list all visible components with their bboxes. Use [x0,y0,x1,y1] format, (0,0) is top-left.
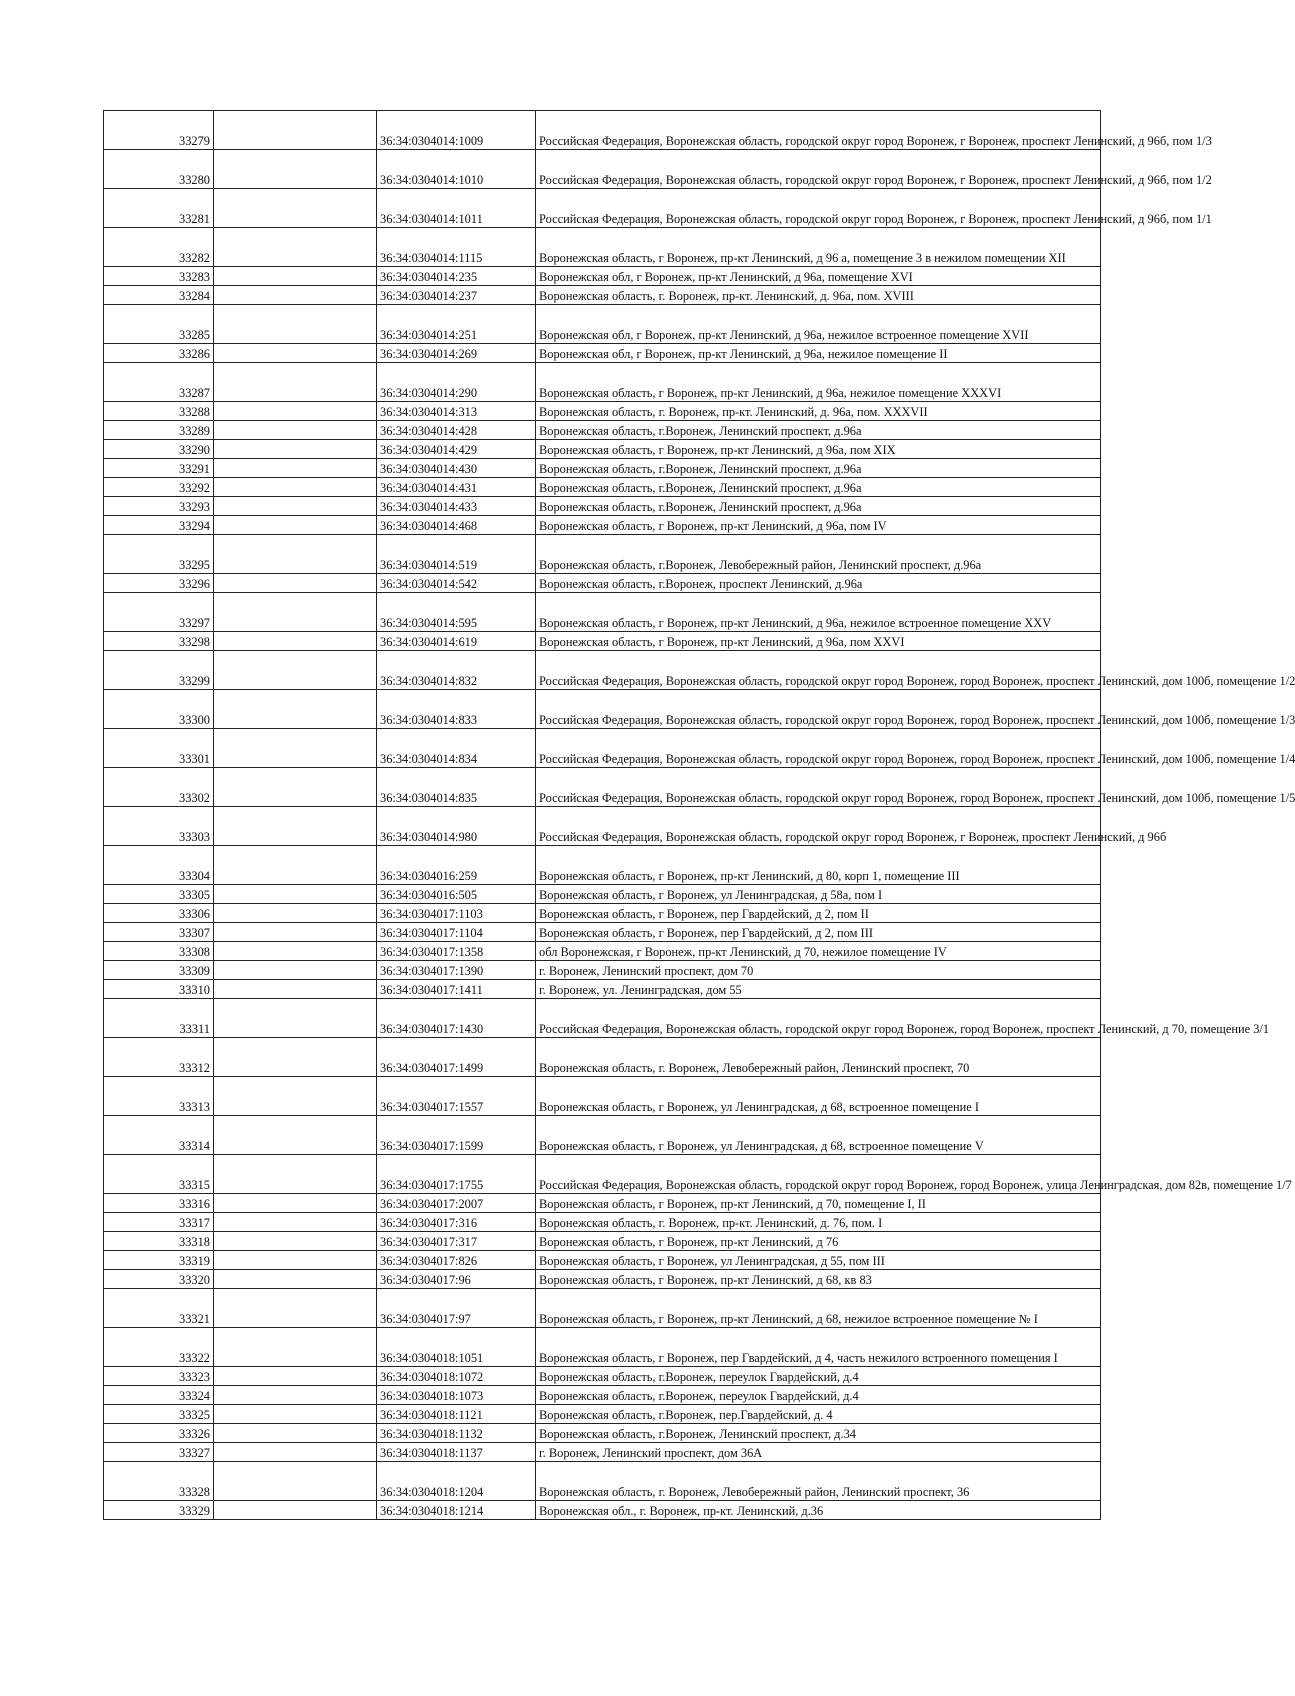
empty-cell [214,1405,377,1424]
cadastral-number-cell: 36:34:0304018:1132 [377,1424,536,1443]
row-number-cell: 33289 [104,421,214,440]
empty-cell [214,980,377,999]
cadastral-number-cell: 36:34:0304018:1137 [377,1443,536,1462]
address-cell: Воронежская область, г.Воронеж, переулок Гвардейский, д.4 [536,1386,1101,1405]
cadastral-number-cell: 36:34:0304018:1121 [377,1405,536,1424]
empty-cell [214,1077,377,1116]
address-cell: Воронежская обл, г Воронеж, пр-кт Ленинский, д 96а, нежилое помещение II [536,344,1101,363]
address-cell: Воронежская область, г Воронеж, ул Ленинградская, д 68, встроенное помещение I [536,1077,1101,1116]
table-row [104,690,1101,729]
table-row [104,1386,1101,1405]
row-number-cell: 33318 [104,1232,214,1251]
address-cell: Воронежская область, г.Воронеж, Ленинский проспект, д.34 [536,1424,1101,1443]
cadastral-number-cell: 36:34:0304014:468 [377,516,536,535]
address-cell: Воронежская область, г.Воронеж, пер.Гвардейский, д. 4 [536,1405,1101,1424]
address-cell: Российская Федерация, Воронежская область, городской округ город Воронеж, город Воронеж, проспект Ленинский, дом 100б, помещение 1/3 [536,690,1101,729]
row-number-cell: 33322 [104,1328,214,1367]
address-cell: Воронежская область, г. Воронеж, пр-кт. Ленинский, д. 76, пом. I [536,1213,1101,1232]
row-number-cell: 33327 [104,1443,214,1462]
empty-cell [214,923,377,942]
address-cell: Воронежская обл., г. Воронеж, пр-кт. Ленинский, д.36 [536,1501,1101,1520]
row-number-cell: 33313 [104,1077,214,1116]
row-number-cell: 33287 [104,363,214,402]
address-cell: Воронежская область, г.Воронеж, переулок Гвардейский, д.4 [536,1367,1101,1386]
cadastral-number-cell: 36:34:0304017:1499 [377,1038,536,1077]
cadastral-number-cell: 36:34:0304017:1103 [377,904,536,923]
table-row [104,305,1101,344]
table-row [104,228,1101,267]
table-row [104,846,1101,885]
table-row [104,535,1101,574]
row-number-cell: 33325 [104,1405,214,1424]
empty-cell [214,729,377,768]
address-cell: Воронежская область, г Воронеж, пер Гвардейский, д 2, пом II [536,904,1101,923]
row-number-cell: 33286 [104,344,214,363]
cadastral-number-cell: 36:34:0304016:505 [377,885,536,904]
cadastral-number-cell: 36:34:0304014:542 [377,574,536,593]
row-number-cell: 33296 [104,574,214,593]
cadastral-number-cell: 36:34:0304018:1073 [377,1386,536,1405]
address-cell: Воронежская область, г Воронеж, пр-кт Ленинский, д 96а, пом XXVI [536,632,1101,651]
empty-cell [214,1232,377,1251]
empty-cell [214,593,377,632]
row-number-cell: 33290 [104,440,214,459]
row-number-cell: 33323 [104,1367,214,1386]
empty-cell [214,305,377,344]
row-number-cell: 33294 [104,516,214,535]
table-row [104,150,1101,189]
row-number-cell: 33283 [104,267,214,286]
cadastral-number-cell: 36:34:0304014:1010 [377,150,536,189]
cadastral-number-cell: 36:34:0304017:1104 [377,923,536,942]
cadastral-number-cell: 36:34:0304014:290 [377,363,536,402]
empty-cell [214,150,377,189]
address-cell: Российская Федерация, Воронежская область, городской округ город Воронеж, город Воронеж, проспект Ленинский, д 70, помещение 3/1 [536,999,1101,1038]
row-number-cell: 33311 [104,999,214,1038]
address-cell: обл Воронежская, г Воронеж, пр-кт Ленинский, д 70, нежилое помещение IV [536,942,1101,961]
table-row [104,1232,1101,1251]
cadastral-number-cell: 36:34:0304014:519 [377,535,536,574]
empty-cell [214,459,377,478]
empty-cell [214,1424,377,1443]
table-row [104,1251,1101,1270]
cadastral-number-cell: 36:34:0304016:259 [377,846,536,885]
address-cell: Российская Федерация, Воронежская область, городской округ город Воронеж, город Воронеж, проспект Ленинский, дом 100б, помещение 1/4 [536,729,1101,768]
registry-table [103,110,1295,1520]
empty-cell [214,904,377,923]
address-cell: Воронежская область, г. Воронеж, пр-кт. Ленинский, д. 96а, пом. XVIII [536,286,1101,305]
address-cell: Воронежская область, г Воронеж, пр-кт Ленинский, д 80, корп 1, помещение III [536,846,1101,885]
cadastral-number-cell: 36:34:0304014:235 [377,267,536,286]
row-number-cell: 33297 [104,593,214,632]
address-cell: Воронежская область, г Воронеж, ул Ленинградская, д 55, пом III [536,1251,1101,1270]
table-row [104,1443,1101,1462]
address-cell: Российская Федерация, Воронежская область, городской округ город Воронеж, г Воронеж, проспект Ленинский, д 96б, пом 1/1 [536,189,1101,228]
address-cell: Воронежская обл, г Воронеж, пр-кт Ленинский, д 96а, помещение XVI [536,267,1101,286]
cadastral-number-cell: 36:34:0304017:1411 [377,980,536,999]
empty-cell [214,961,377,980]
empty-cell [214,535,377,574]
table-row [104,189,1101,228]
cadastral-number-cell: 36:34:0304014:429 [377,440,536,459]
empty-cell [214,1443,377,1462]
address-cell: Воронежская область, г Воронеж, ул Ленинградская, д 68, встроенное помещение V [536,1116,1101,1155]
table-row [104,1462,1101,1501]
empty-cell [214,1213,377,1232]
table-row [104,402,1101,421]
address-cell: Воронежская область, г Воронеж, пр-кт Ленинский, д 70, помещение I, II [536,1194,1101,1213]
empty-cell [214,363,377,402]
empty-cell [214,440,377,459]
table-row [104,923,1101,942]
row-number-cell: 33315 [104,1155,214,1194]
row-number-cell: 33319 [104,1251,214,1270]
address-cell: г. Воронеж, Ленинский проспект, дом 36А [536,1443,1101,1462]
empty-cell [214,1194,377,1213]
empty-cell [214,1116,377,1155]
address-cell: г. Воронеж, Ленинский проспект, дом 70 [536,961,1101,980]
empty-cell [214,402,377,421]
address-cell: Воронежская область, г.Воронеж, Левобережный район, Ленинский проспект, д.96а [536,535,1101,574]
address-cell: Воронежская область, г. Воронеж, Левобережный район, Ленинский проспект, 70 [536,1038,1101,1077]
table-row [104,1213,1101,1232]
address-cell: Воронежская область, г Воронеж, пр-кт Ленинский, д 96а, нежилое встроенное помещение XXV [536,593,1101,632]
table-row [104,286,1101,305]
address-cell: Воронежская область, г Воронеж, пр-кт Ленинский, д 76 [536,1232,1101,1251]
row-number-cell: 33302 [104,768,214,807]
row-number-cell: 33280 [104,150,214,189]
row-number-cell: 33279 [104,111,214,150]
address-cell: Воронежская область, г.Воронеж, Ленинский проспект, д.96а [536,478,1101,497]
table-row [104,478,1101,497]
row-number-cell: 33284 [104,286,214,305]
table-row [104,904,1101,923]
address-cell: Воронежская область, г Воронеж, пер Гвардейский, д 2, пом III [536,923,1101,942]
empty-cell [214,1328,377,1367]
table-row [104,768,1101,807]
cadastral-number-cell: 36:34:0304017:2007 [377,1194,536,1213]
empty-cell [214,497,377,516]
cadastral-number-cell: 36:34:0304017:1430 [377,999,536,1038]
table-row [104,980,1101,999]
row-number-cell: 33303 [104,807,214,846]
cadastral-number-cell: 36:34:0304017:826 [377,1251,536,1270]
row-number-cell: 33300 [104,690,214,729]
table-row [104,1038,1101,1077]
empty-cell [214,651,377,690]
row-number-cell: 33291 [104,459,214,478]
table-row [104,807,1101,846]
table-row [104,1270,1101,1289]
table-row [104,363,1101,402]
cadastral-number-cell: 36:34:0304018:1072 [377,1367,536,1386]
table-row [104,593,1101,632]
empty-cell [214,885,377,904]
row-number-cell: 33281 [104,189,214,228]
cadastral-number-cell: 36:34:0304014:980 [377,807,536,846]
registry-table-body [104,111,1295,1520]
row-number-cell: 33306 [104,904,214,923]
table-row [104,942,1101,961]
table-row [104,574,1101,593]
address-cell: Российская Федерация, Воронежская область, городской округ город Воронеж, г Воронеж, проспект Ленинский, д 96б, пом 1/2 [536,150,1101,189]
address-cell: Российская Федерация, Воронежская область, городской округ город Воронеж, г Воронеж, проспект Ленинский, д 96б, пом 1/3 [536,111,1101,150]
cadastral-number-cell: 36:34:0304014:835 [377,768,536,807]
row-number-cell: 33317 [104,1213,214,1232]
empty-cell [214,111,377,150]
row-number-cell: 33298 [104,632,214,651]
address-cell: Воронежская область, г Воронеж, пр-кт Ленинский, д 96а, нежилое помещение XXXVI [536,363,1101,402]
row-number-cell: 33329 [104,1501,214,1520]
empty-cell [214,1501,377,1520]
address-cell: Воронежская область, г Воронеж, пр-кт Ленинский, д 96 а, помещение 3 в нежилом помещении XII [536,228,1101,267]
address-cell: Воронежская область, г Воронеж, пр-кт Ленинский, д 68, кв 83 [536,1270,1101,1289]
cadastral-number-cell: 36:34:0304014:431 [377,478,536,497]
table-row [104,516,1101,535]
cadastral-number-cell: 36:34:0304018:1214 [377,1501,536,1520]
cadastral-number-cell: 36:34:0304014:313 [377,402,536,421]
cadastral-number-cell: 36:34:0304018:1204 [377,1462,536,1501]
empty-cell [214,267,377,286]
row-number-cell: 33285 [104,305,214,344]
empty-cell [214,846,377,885]
row-number-cell: 33309 [104,961,214,980]
empty-cell [214,1367,377,1386]
cadastral-number-cell: 36:34:0304014:251 [377,305,536,344]
address-cell: г. Воронеж, ул. Ленинградская, дом 55 [536,980,1101,999]
address-cell: Российская Федерация, Воронежская область, городской округ город Воронеж, город Воронеж, проспект Ленинский, дом 100б, помещение 1/5 [536,768,1101,807]
table-row [104,267,1101,286]
cadastral-number-cell: 36:34:0304018:1051 [377,1328,536,1367]
empty-cell [214,1038,377,1077]
address-cell: Воронежская область, г Воронеж, ул Ленинградская, д 58а, пом I [536,885,1101,904]
address-cell: Воронежская область, г Воронеж, пр-кт Ленинский, д 96а, пом XIX [536,440,1101,459]
address-cell: Воронежская область, г. Воронеж, Левобережный район, Ленинский проспект, 36 [536,1462,1101,1501]
table-row [104,459,1101,478]
table-row [104,1077,1101,1116]
address-cell: Воронежская область, г. Воронеж, пр-кт. Ленинский, д. 96а, пом. XXXVII [536,402,1101,421]
cadastral-number-cell: 36:34:0304017:1599 [377,1116,536,1155]
table-row [104,497,1101,516]
table-row [104,1424,1101,1443]
cadastral-number-cell: 36:34:0304017:1358 [377,942,536,961]
empty-cell [214,286,377,305]
empty-cell [214,344,377,363]
address-cell: Российская Федерация, Воронежская область, городской округ город Воронеж, г Воронеж, проспект Ленинский, д 96б [536,807,1101,846]
table-row [104,1155,1101,1194]
address-cell: Воронежская обл, г Воронеж, пр-кт Ленинский, д 96а, нежилое встроенное помещение XVII [536,305,1101,344]
table-row [104,729,1101,768]
row-number-cell: 33314 [104,1116,214,1155]
table-row [104,1194,1101,1213]
cadastral-number-cell: 36:34:0304014:237 [377,286,536,305]
table-row [104,632,1101,651]
row-number-cell: 33282 [104,228,214,267]
row-number-cell: 33326 [104,1424,214,1443]
cadastral-number-cell: 36:34:0304017:1557 [377,1077,536,1116]
empty-cell [214,1155,377,1194]
address-cell: Воронежская область, г.Воронеж, Ленинский проспект, д.96а [536,421,1101,440]
row-number-cell: 33324 [104,1386,214,1405]
cadastral-number-cell: 36:34:0304017:317 [377,1232,536,1251]
cadastral-number-cell: 36:34:0304014:1011 [377,189,536,228]
row-number-cell: 33308 [104,942,214,961]
table-row [104,111,1101,150]
table-row [104,344,1101,363]
cadastral-number-cell: 36:34:0304017:1390 [377,961,536,980]
empty-cell [214,421,377,440]
table-row [104,421,1101,440]
address-cell: Воронежская область, г.Воронеж, проспект Ленинский, д.96а [536,574,1101,593]
row-number-cell: 33320 [104,1270,214,1289]
empty-cell [214,1289,377,1328]
empty-cell [214,1251,377,1270]
cadastral-number-cell: 36:34:0304014:595 [377,593,536,632]
empty-cell [214,999,377,1038]
cadastral-number-cell: 36:34:0304017:97 [377,1289,536,1328]
cadastral-number-cell: 36:34:0304014:430 [377,459,536,478]
table-row [104,885,1101,904]
empty-cell [214,516,377,535]
row-number-cell: 33293 [104,497,214,516]
row-number-cell: 33305 [104,885,214,904]
table-row [104,999,1101,1038]
table-row [104,961,1101,980]
address-cell: Воронежская область, г Воронеж, пр-кт Ленинский, д 96а, пом IV [536,516,1101,535]
table-row [104,651,1101,690]
empty-cell [214,807,377,846]
empty-cell [214,768,377,807]
row-number-cell: 33328 [104,1462,214,1501]
row-number-cell: 33316 [104,1194,214,1213]
cadastral-number-cell: 36:34:0304014:1009 [377,111,536,150]
row-number-cell: 33307 [104,923,214,942]
row-number-cell: 33288 [104,402,214,421]
empty-cell [214,1270,377,1289]
table-row [104,1289,1101,1328]
address-cell: Российская Федерация, Воронежская область, городской округ город Воронеж, город Воронеж, проспект Ленинский, дом 100б, помещение 1/2 [536,651,1101,690]
address-cell: Воронежская область, г.Воронеж, Ленинский проспект, д.96а [536,459,1101,478]
row-number-cell: 33321 [104,1289,214,1328]
address-cell: Воронежская область, г Воронеж, пр-кт Ленинский, д 68, нежилое встроенное помещение № I [536,1289,1101,1328]
cadastral-number-cell: 36:34:0304014:832 [377,651,536,690]
table-row [104,1116,1101,1155]
row-number-cell: 33304 [104,846,214,885]
cadastral-number-cell: 36:34:0304014:269 [377,344,536,363]
row-number-cell: 33295 [104,535,214,574]
table-row [104,1328,1101,1367]
table-row [104,440,1101,459]
address-cell: Воронежская область, г.Воронеж, Ленинский проспект, д.96а [536,497,1101,516]
address-cell: Российская Федерация, Воронежская область, городской округ город Воронеж, город Воронеж, улица Ленинградская, дом 82в, помещение 1/7 [536,1155,1101,1194]
address-cell: Воронежская область, г Воронеж, пер Гвардейский, д 4, часть нежилого встроенного помещения I [536,1328,1101,1367]
cadastral-number-cell: 36:34:0304017:1755 [377,1155,536,1194]
cadastral-number-cell: 36:34:0304014:619 [377,632,536,651]
cadastral-number-cell: 36:34:0304014:1115 [377,228,536,267]
table-row [104,1405,1101,1424]
table-row [104,1501,1101,1520]
empty-cell [214,574,377,593]
empty-cell [214,1386,377,1405]
empty-cell [214,690,377,729]
cadastral-number-cell: 36:34:0304014:428 [377,421,536,440]
cadastral-number-cell: 36:34:0304014:833 [377,690,536,729]
cadastral-number-cell: 36:34:0304014:433 [377,497,536,516]
table-row [104,1367,1101,1386]
empty-cell [214,189,377,228]
cadastral-number-cell: 36:34:0304017:96 [377,1270,536,1289]
empty-cell [214,228,377,267]
empty-cell [214,942,377,961]
row-number-cell: 33292 [104,478,214,497]
empty-cell [214,478,377,497]
row-number-cell: 33310 [104,980,214,999]
cadastral-number-cell: 36:34:0304014:834 [377,729,536,768]
row-number-cell: 33299 [104,651,214,690]
empty-cell [214,632,377,651]
empty-cell [214,1462,377,1501]
cadastral-number-cell: 36:34:0304017:316 [377,1213,536,1232]
row-number-cell: 33301 [104,729,214,768]
row-number-cell: 33312 [104,1038,214,1077]
